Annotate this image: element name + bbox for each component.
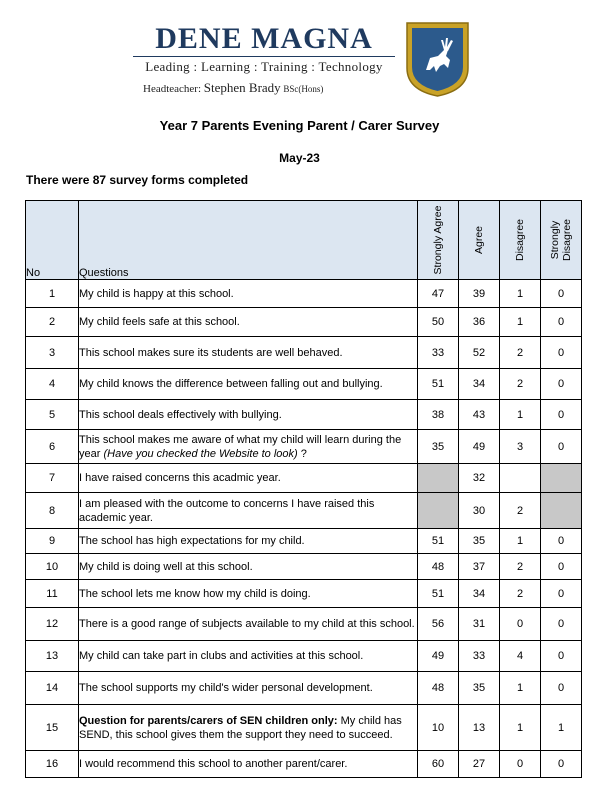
header-divider [133, 56, 395, 57]
row-strongly-disagree: 1 [541, 705, 582, 751]
row-strongly-agree: 38 [418, 400, 459, 430]
row-disagree: 3 [500, 430, 541, 464]
row-question: My child can take part in clubs and activities at this school. [79, 641, 418, 672]
row-strongly-agree: 33 [418, 337, 459, 369]
row-no: 16 [26, 751, 79, 778]
col-header-strongly-agree [418, 201, 459, 280]
school-tagline: Leading : Learning : Training : Technology [145, 59, 383, 74]
row-no: 14 [26, 672, 79, 705]
row-question: My child knows the difference between falling out and bullying. [79, 369, 418, 400]
row-no: 3 [26, 337, 79, 369]
table-row [26, 430, 582, 464]
row-no: 5 [26, 400, 79, 430]
row-question: I would recommend this school to another parent/carer. [79, 751, 418, 778]
table-row [26, 705, 582, 751]
row-question-text: My child has SEND, this school gives them the support they need to succeed. [79, 714, 402, 741]
row-strongly-agree: 10 [418, 705, 459, 751]
headteacher-name: Stephen Brady [203, 80, 281, 95]
row-question-end: ? [300, 447, 307, 460]
col-header-agree [459, 201, 500, 280]
headteacher-quals: BSc(Hons) [283, 84, 324, 94]
row-question: My child is doing well at this school. [79, 554, 418, 580]
row-agree: 31 [459, 608, 500, 641]
table-row [26, 337, 582, 369]
row-agree: 52 [459, 337, 500, 369]
row-no: 12 [26, 608, 79, 641]
row-agree: 49 [459, 430, 500, 464]
row-strongly-agree [418, 464, 459, 493]
table-row [26, 369, 582, 400]
table-row [26, 493, 582, 529]
school-name: DENE MAGNA [155, 22, 373, 55]
table-row [26, 308, 582, 337]
row-strongly-agree: 60 [418, 751, 459, 778]
survey-summary: There were 87 survey forms completed [26, 173, 249, 187]
row-disagree: 2 [500, 554, 541, 580]
table-row [26, 641, 582, 672]
row-strongly-disagree: 0 [541, 308, 582, 337]
row-strongly-disagree: 0 [541, 641, 582, 672]
table-row [26, 554, 582, 580]
row-agree: 36 [459, 308, 500, 337]
table-row [26, 464, 582, 493]
row-question-note: (Have you checked the Website to look) [103, 447, 298, 460]
row-strongly-disagree: 0 [541, 580, 582, 608]
table-header-row [26, 201, 582, 280]
row-strongly-agree: 48 [418, 672, 459, 705]
col-header-strongly-disagree-line1: Strongly [549, 220, 561, 260]
row-no: 13 [26, 641, 79, 672]
row-agree: 43 [459, 400, 500, 430]
row-strongly-disagree: 0 [541, 751, 582, 778]
row-question [79, 430, 418, 464]
row-agree: 32 [459, 464, 500, 493]
row-strongly-agree: 49 [418, 641, 459, 672]
row-agree: 30 [459, 493, 500, 529]
col-header-strongly-disagree-line2: Disagree [561, 218, 573, 262]
row-strongly-disagree: 0 [541, 529, 582, 554]
row-question: My child feels safe at this school. [79, 308, 418, 337]
survey-date: May-23 [279, 151, 320, 165]
table-row [26, 672, 582, 705]
row-strongly-disagree: 0 [541, 400, 582, 430]
row-disagree: 0 [500, 608, 541, 641]
row-agree: 35 [459, 672, 500, 705]
row-question: There is a good range of subjects available to my child at this school. [79, 608, 418, 641]
col-header-strongly-agree-label: Strongly Agree [432, 205, 444, 275]
row-question: My child is happy at this school. [79, 280, 418, 308]
row-strongly-disagree: 0 [541, 554, 582, 580]
row-agree: 35 [459, 529, 500, 554]
row-strongly-agree: 51 [418, 369, 459, 400]
table-row [26, 580, 582, 608]
col-header-strongly-disagree [541, 201, 582, 280]
headteacher-line [143, 80, 323, 96]
table-row [26, 400, 582, 430]
row-strongly-disagree [541, 464, 582, 493]
row-disagree: 1 [500, 400, 541, 430]
row-no: 6 [26, 430, 79, 464]
table-row [26, 608, 582, 641]
row-strongly-agree: 48 [418, 554, 459, 580]
row-strongly-disagree [541, 493, 582, 529]
row-disagree [500, 464, 541, 493]
row-question: I am pleased with the outcome to concerns I have raised this academic year. [79, 493, 418, 529]
row-agree: 39 [459, 280, 500, 308]
row-no: 4 [26, 369, 79, 400]
col-header-strongly-disagree-label [549, 219, 573, 261]
row-strongly-agree: 56 [418, 608, 459, 641]
row-agree: 37 [459, 554, 500, 580]
row-disagree: 2 [500, 337, 541, 369]
table-row [26, 751, 582, 778]
row-no: 10 [26, 554, 79, 580]
row-agree: 34 [459, 580, 500, 608]
row-question: This school makes sure its students are well behaved. [79, 337, 418, 369]
table-row [26, 529, 582, 554]
row-strongly-agree: 50 [418, 308, 459, 337]
col-header-no: No [26, 201, 79, 280]
row-question-prefix: Question for parents/carers of SEN children only: [79, 714, 338, 727]
row-strongly-disagree: 0 [541, 337, 582, 369]
col-header-disagree [500, 201, 541, 280]
row-disagree: 2 [500, 493, 541, 529]
row-no: 9 [26, 529, 79, 554]
row-disagree: 1 [500, 280, 541, 308]
row-strongly-agree: 51 [418, 580, 459, 608]
row-question: The school supports my child's wider personal development. [79, 672, 418, 705]
row-disagree: 1 [500, 529, 541, 554]
row-disagree: 1 [500, 705, 541, 751]
row-agree: 34 [459, 369, 500, 400]
table-row [26, 280, 582, 308]
row-no: 11 [26, 580, 79, 608]
row-no: 8 [26, 493, 79, 529]
survey-results-table [25, 200, 582, 778]
row-disagree: 2 [500, 369, 541, 400]
row-no: 2 [26, 308, 79, 337]
row-strongly-agree [418, 493, 459, 529]
row-question [79, 705, 418, 751]
col-header-agree-label: Agree [473, 225, 485, 255]
row-strongly-agree: 35 [418, 430, 459, 464]
row-question: The school has high expectations for my child. [79, 529, 418, 554]
row-strongly-disagree: 0 [541, 369, 582, 400]
row-agree: 33 [459, 641, 500, 672]
row-question: This school deals effectively with bullying. [79, 400, 418, 430]
row-question: I have raised concerns this acadmic year. [79, 464, 418, 493]
row-agree: 13 [459, 705, 500, 751]
row-disagree: 4 [500, 641, 541, 672]
col-header-disagree-label: Disagree [514, 218, 526, 262]
row-disagree: 1 [500, 672, 541, 705]
row-no: 15 [26, 705, 79, 751]
row-no: 1 [26, 280, 79, 308]
headteacher-label: Headteacher: [143, 83, 202, 95]
row-question-text: This school makes me aware of what my child will learn during the year [79, 433, 402, 460]
row-strongly-disagree: 0 [541, 430, 582, 464]
row-strongly-agree: 51 [418, 529, 459, 554]
survey-title: Year 7 Parents Evening Parent / Carer Survey [159, 118, 440, 133]
row-no: 7 [26, 464, 79, 493]
row-strongly-agree: 47 [418, 280, 459, 308]
row-disagree: 0 [500, 751, 541, 778]
row-disagree: 2 [500, 580, 541, 608]
row-strongly-disagree: 0 [541, 280, 582, 308]
row-disagree: 1 [500, 308, 541, 337]
row-strongly-disagree: 0 [541, 608, 582, 641]
row-strongly-disagree: 0 [541, 672, 582, 705]
school-crest-logo [404, 20, 471, 98]
col-header-questions: Questions [79, 201, 418, 280]
row-agree: 27 [459, 751, 500, 778]
row-question: The school lets me know how my child is doing. [79, 580, 418, 608]
